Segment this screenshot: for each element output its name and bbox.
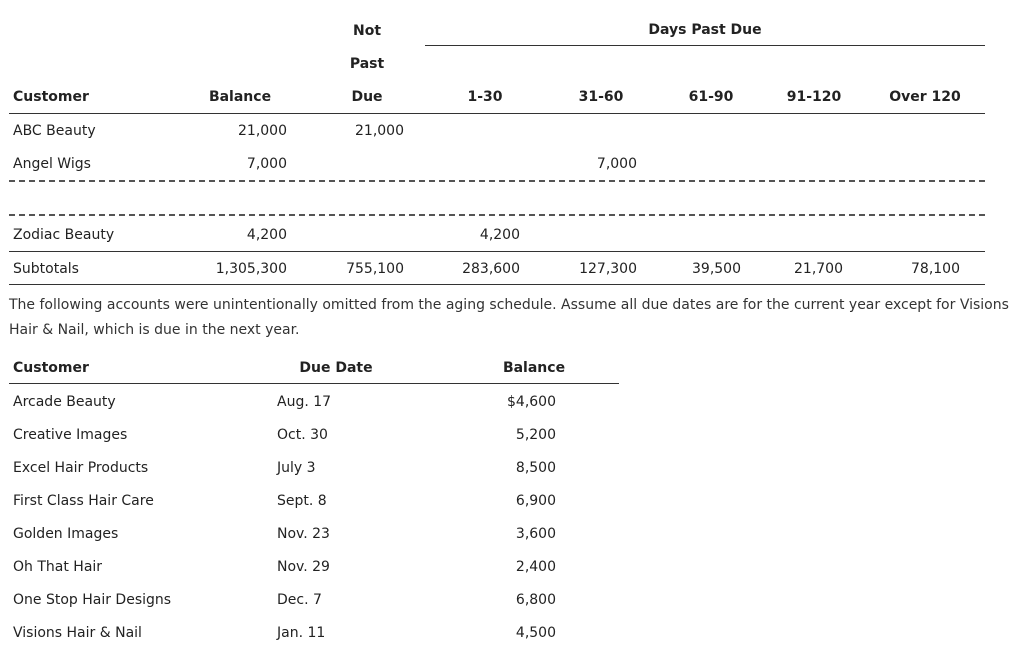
omitted-row-due-date: Oct. 30	[277, 427, 328, 443]
row-1-30: 4,200	[479, 227, 520, 243]
omitted-header-due-date: Due Date	[299, 360, 373, 376]
row-customer: Zodiac Beauty	[13, 227, 115, 243]
omitted-row-balance: 6,800	[515, 592, 556, 608]
subtotal-91-120: 21,700	[794, 261, 843, 277]
header-customer: Customer	[13, 89, 89, 105]
row-balance: 7,000	[246, 156, 287, 172]
omitted-row-due-date: July 3	[277, 460, 316, 476]
omitted-row-customer: One Stop Hair Designs	[13, 592, 172, 608]
header-not: Not	[352, 23, 382, 39]
subtotal-61-90: 39,500	[692, 261, 741, 277]
row-balance: 21,000	[238, 123, 287, 139]
header-bucket-1-30: 1-30	[467, 89, 503, 105]
omitted-row-balance: 3,600	[515, 526, 556, 542]
omitted-accounts-note: The following accounts were unintentionally omitted from the aging schedule. Assume all due dates are for the current year except for Visions Hair & Nail, which is due in the next year.	[9, 297, 1009, 338]
row-not-past-due: 21,000	[355, 123, 404, 139]
omitted-header-balance: Balance	[502, 360, 566, 376]
row-31-60: 7,000	[596, 156, 637, 172]
omitted-row-customer: Excel Hair Products	[13, 460, 149, 476]
omitted-row-balance: $4,600	[507, 394, 556, 410]
omitted-row-due-date: Nov. 29	[277, 559, 330, 575]
omitted-row-due-date: Sept. 8	[277, 493, 327, 509]
omitted-row-balance: 2,400	[515, 559, 556, 575]
omitted-row-customer: Golden Images	[13, 526, 119, 542]
subtotals-label: Subtotals	[13, 261, 79, 277]
header-bucket-61-90: 61-90	[688, 89, 734, 105]
omitted-row-customer: Creative Images	[13, 427, 128, 443]
subtotal-1-30: 283,600	[462, 261, 520, 277]
subtotal-underline	[9, 284, 985, 285]
omitted-row-balance: 6,900	[515, 493, 556, 509]
subtotal-balance: 1,305,300	[215, 261, 287, 277]
omitted-header-customer: Customer	[13, 360, 89, 376]
subtotal-over-120: 78,100	[911, 261, 960, 277]
omitted-row-balance: 4,500	[515, 625, 556, 641]
row-balance: 4,200	[246, 227, 287, 243]
omitted-rows-separator-top	[9, 180, 985, 182]
header-bucket-over-120: Over 120	[889, 89, 961, 105]
omitted-row-customer: Arcade Beauty	[13, 394, 116, 410]
header-days-past-due: Days Past Due	[648, 22, 762, 38]
header-underline	[9, 113, 985, 114]
header-balance: Balance	[208, 89, 272, 105]
row-customer: ABC Beauty	[13, 123, 96, 139]
header-bucket-91-120: 91-120	[786, 89, 842, 105]
row-customer: Angel Wigs	[13, 156, 91, 172]
omitted-row-due-date: Aug. 17	[277, 394, 332, 410]
header-past: Past	[349, 56, 385, 72]
omitted-rows-separator-bottom	[9, 214, 985, 216]
omitted-header-underline	[9, 383, 619, 384]
subtotal-not-past-due: 755,100	[346, 261, 404, 277]
subtotal-31-60: 127,300	[579, 261, 637, 277]
omitted-row-due-date: Nov. 23	[277, 526, 330, 542]
omitted-row-due-date: Jan. 11	[277, 625, 326, 641]
header-due: Due	[351, 89, 383, 105]
subtotal-rule	[9, 251, 985, 252]
omitted-row-balance: 5,200	[515, 427, 556, 443]
days-past-due-underline	[425, 45, 985, 46]
omitted-row-customer: Visions Hair & Nail	[13, 625, 142, 641]
omitted-row-customer: First Class Hair Care	[13, 493, 154, 509]
omitted-row-balance: 8,500	[515, 460, 556, 476]
omitted-row-customer: Oh That Hair	[13, 559, 103, 575]
omitted-row-due-date: Dec. 7	[277, 592, 322, 608]
header-bucket-31-60: 31-60	[578, 89, 624, 105]
